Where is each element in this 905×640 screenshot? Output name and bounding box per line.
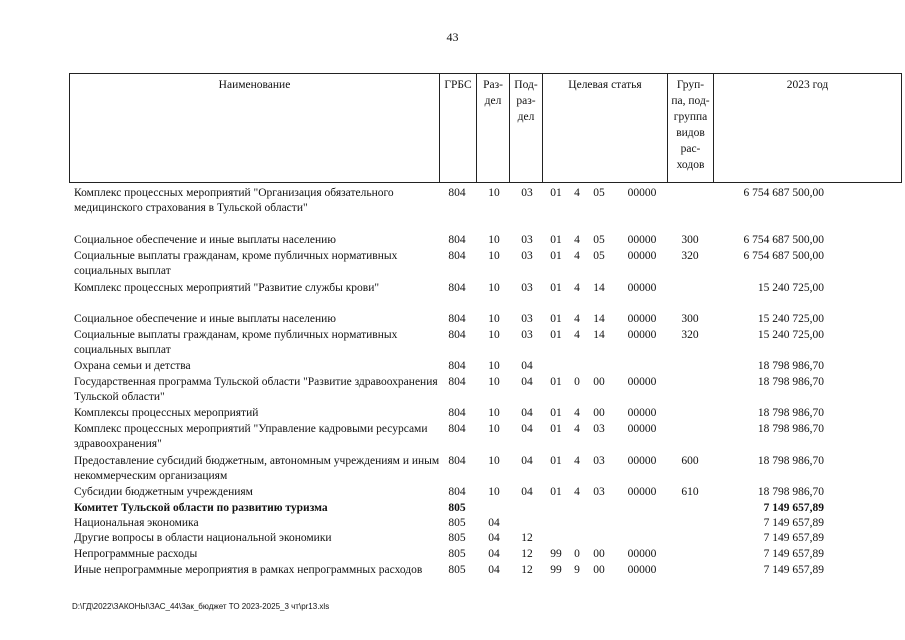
cell-grbs: 805 [448, 564, 466, 576]
cell-podr: 04 [521, 376, 533, 388]
cell-podr: 04 [521, 486, 533, 498]
cell-grbs: 804 [448, 250, 466, 262]
header-grbs: ГРБС [440, 74, 477, 182]
cell-t1: 01 [550, 250, 562, 262]
cell-t4: 00000 [627, 548, 657, 560]
cell-razd: 10 [488, 455, 500, 467]
cell-vr: 600 [681, 455, 699, 467]
cell-podr: 03 [521, 282, 533, 294]
cell-t3: 03 [593, 423, 605, 435]
cell-t3: 00 [593, 564, 605, 576]
cell-vr: 610 [681, 486, 699, 498]
cell-grbs: 804 [448, 423, 466, 435]
cell-razd: 10 [488, 329, 500, 341]
cell-grbs: 804 [448, 455, 466, 467]
cell-t4: 00000 [627, 423, 657, 435]
cell-podr: 03 [521, 234, 533, 246]
cell-t2: 4 [574, 329, 580, 341]
cell-amt: 18 798 986,70 [757, 486, 824, 498]
cell-razd: 10 [488, 360, 500, 372]
cell-razd: 10 [488, 250, 500, 262]
cell-t3: 05 [593, 234, 605, 246]
cell-t3: 05 [593, 250, 605, 262]
cell-vr: 320 [681, 329, 699, 341]
cell-t2: 4 [574, 455, 580, 467]
cell-t1: 01 [550, 376, 562, 388]
cell-t3: 14 [593, 329, 605, 341]
cell-name: Социальное обеспечение и иные выплаты населению [74, 234, 336, 246]
cell-grbs: 804 [448, 376, 466, 388]
cell-amt: 15 240 725,00 [757, 282, 824, 294]
cell-t4: 00000 [627, 329, 657, 341]
cell-razd: 10 [488, 376, 500, 388]
cell-name: Предоставление субсидий бюджетным, автономным учреждениям и иным некоммерческим организациям [74, 455, 440, 482]
cell-grbs: 804 [448, 282, 466, 294]
header-name: Наименование [70, 74, 440, 182]
cell-amt: 18 798 986,70 [757, 360, 824, 372]
header-target: Целевая статья [543, 74, 668, 182]
cell-name: Комплекс процессных мероприятий "Управление кадровыми ресурсами здравоохранения" [74, 423, 428, 450]
cell-grbs: 805 [448, 532, 466, 544]
cell-grbs: 804 [448, 407, 466, 419]
cell-razd: 10 [488, 486, 500, 498]
cell-name: Социальные выплаты гражданам, кроме публичных нормативных социальных выплат [74, 250, 398, 277]
cell-t2: 4 [574, 313, 580, 325]
cell-t2: 4 [574, 407, 580, 419]
cell-amt: 7 149 657,89 [763, 564, 824, 576]
cell-name: Непрограммные расходы [74, 548, 198, 560]
cell-amt: 18 798 986,70 [757, 407, 824, 419]
cell-t3: 14 [593, 282, 605, 294]
file-path: D:\ГД\2022\ЗАКОНЫ\ЗАС_44\Зак_бюджет ТО 2023-2025_3 чт\pr13.xls [72, 602, 330, 611]
cell-grbs: 804 [448, 313, 466, 325]
cell-t3: 03 [593, 486, 605, 498]
cell-grbs: 804 [448, 360, 466, 372]
cell-t4: 00000 [627, 313, 657, 325]
cell-name: Иные непрограммные мероприятия в рамках непрограммных расходов [74, 564, 423, 576]
cell-amt: 7 149 657,89 [763, 548, 824, 560]
cell-t1: 01 [550, 282, 562, 294]
cell-t4: 00000 [627, 407, 657, 419]
cell-amt: 7 149 657,89 [763, 517, 824, 529]
table-header [69, 73, 902, 183]
cell-t4: 00000 [627, 564, 657, 576]
cell-razd: 10 [488, 187, 500, 199]
cell-vr: 300 [681, 234, 699, 246]
cell-t4: 00000 [627, 250, 657, 262]
cell-t1: 01 [550, 407, 562, 419]
cell-amt: 7 149 657,89 [763, 502, 824, 514]
cell-grbs: 805 [448, 548, 466, 560]
cell-t4: 00000 [627, 282, 657, 294]
cell-grbs: 804 [448, 486, 466, 498]
cell-grbs: 805 [448, 517, 466, 529]
cell-amt: 18 798 986,70 [757, 423, 824, 435]
cell-name: Комплекс процессных мероприятий "Организация обязательного медицинского страхования в Тульской области" [74, 187, 394, 214]
cell-grbs: 804 [448, 234, 466, 246]
header-razdel: Раз- дел [477, 74, 510, 182]
cell-amt: 18 798 986,70 [757, 376, 824, 388]
cell-name: Социальные выплаты гражданам, кроме публичных нормативных социальных выплат [74, 329, 398, 356]
cell-name: Национальная экономика [74, 517, 199, 529]
cell-podr: 12 [521, 548, 533, 560]
cell-name: Комплекс процессных мероприятий "Развитие службы крови" [74, 282, 380, 294]
cell-t1: 99 [550, 548, 562, 560]
cell-t4: 00000 [627, 234, 657, 246]
cell-t3: 00 [593, 407, 605, 419]
cell-razd: 10 [488, 407, 500, 419]
cell-name: Комитет Тульской области по развитию туризма [74, 502, 328, 514]
cell-t2: 4 [574, 282, 580, 294]
cell-podr: 03 [521, 313, 533, 325]
cell-podr: 04 [521, 423, 533, 435]
cell-name: Охрана семьи и детства [74, 360, 191, 372]
cell-amt: 15 240 725,00 [757, 313, 824, 325]
cell-t3: 00 [593, 548, 605, 560]
cell-razd: 10 [488, 423, 500, 435]
cell-t2: 9 [574, 564, 580, 576]
cell-t1: 01 [550, 329, 562, 341]
cell-podr: 03 [521, 187, 533, 199]
cell-amt: 15 240 725,00 [757, 329, 824, 341]
cell-amt: 6 754 687 500,00 [743, 234, 824, 246]
cell-t2: 4 [574, 486, 580, 498]
cell-t1: 01 [550, 486, 562, 498]
cell-razd: 10 [488, 313, 500, 325]
cell-t2: 4 [574, 234, 580, 246]
cell-podr: 04 [521, 407, 533, 419]
cell-razd: 04 [488, 532, 500, 544]
cell-podr: 12 [521, 564, 533, 576]
page-number: 43 [446, 30, 459, 44]
cell-t3: 14 [593, 313, 605, 325]
cell-razd: 10 [488, 282, 500, 294]
cell-t3: 03 [593, 455, 605, 467]
cell-t3: 05 [593, 187, 605, 199]
header-podrazdel: Под- раз- дел [510, 74, 543, 182]
cell-t1: 01 [550, 455, 562, 467]
cell-amt: 6 754 687 500,00 [743, 250, 824, 262]
header-year: 2023 год [786, 79, 829, 91]
cell-t4: 00000 [627, 486, 657, 498]
cell-t2: 0 [574, 376, 580, 388]
cell-t1: 01 [550, 234, 562, 246]
cell-t1: 01 [550, 423, 562, 435]
cell-t4: 00000 [627, 376, 657, 388]
cell-t4: 00000 [627, 187, 657, 199]
cell-name: Социальное обеспечение и иные выплаты населению [74, 313, 336, 325]
cell-t2: 4 [574, 423, 580, 435]
cell-t1: 01 [550, 187, 562, 199]
cell-t2: 0 [574, 548, 580, 560]
cell-podr: 04 [521, 360, 533, 372]
cell-grbs: 805 [448, 502, 466, 514]
cell-t1: 99 [550, 564, 562, 576]
cell-razd: 04 [488, 548, 500, 560]
cell-podr: 03 [521, 329, 533, 341]
cell-grbs: 804 [448, 187, 466, 199]
cell-t2: 4 [574, 250, 580, 262]
cell-podr: 03 [521, 250, 533, 262]
cell-amt: 18 798 986,70 [757, 455, 824, 467]
cell-podr: 12 [521, 532, 533, 544]
cell-t1: 01 [550, 313, 562, 325]
cell-vr: 300 [681, 313, 699, 325]
cell-t4: 00000 [627, 455, 657, 467]
cell-t3: 00 [593, 376, 605, 388]
cell-amt: 6 754 687 500,00 [743, 187, 824, 199]
cell-vr: 320 [681, 250, 699, 262]
cell-t2: 4 [574, 187, 580, 199]
cell-amt: 7 149 657,89 [763, 532, 824, 544]
cell-name: Комплексы процессных мероприятий [74, 407, 259, 419]
cell-grbs: 804 [448, 329, 466, 341]
cell-razd: 04 [488, 517, 500, 529]
cell-podr: 04 [521, 455, 533, 467]
cell-name: Субсидии бюджетным учреждениям [74, 486, 253, 498]
cell-razd: 10 [488, 234, 500, 246]
header-vr: Груп- па, под- группа видов рас- ходов [668, 74, 714, 182]
cell-razd: 04 [488, 564, 500, 576]
cell-name: Другие вопросы в области национальной экономики [74, 532, 332, 544]
cell-name: Государственная программа Тульской области "Развитие здравоохранения Тульской области" [74, 376, 438, 403]
